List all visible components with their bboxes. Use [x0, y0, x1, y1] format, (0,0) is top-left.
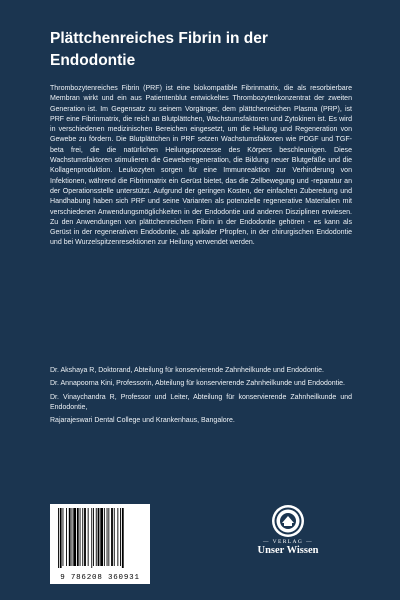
author-entry-4: Rajarajeswari Dental College und Krankenhaus, Bangalore.	[50, 417, 235, 425]
barcode-bar	[73, 508, 76, 566]
barcode-bar	[60, 508, 62, 568]
author-list	[50, 366, 352, 429]
barcode-bar	[91, 508, 92, 568]
barcode-bar	[72, 508, 73, 566]
barcode-bars	[56, 508, 144, 568]
barcode-bar	[114, 508, 115, 566]
abstract-text: Thrombozytenreiches Fibrin (PRF) ist eine biokompatible Fibrinmatrix, die als resorbierbare Membran wirkt und ein aus Patientenblut entwickeltes Thrombozytenkonzentrat der zweiten Generation ist. Im Gegensatz zu seinem Vorgänger, dem plättchenreichen Plasma (PRP), ist PRF eine Fibrinmatrix, die reich an Blutplättchen, Wachstumsfaktoren und Zytokinen ist. Es wird in verschiedenen medizinischen Bereichen eingesetzt, um die Heilung und Regeneration von Gewebe zu fördern. Die Blutplättchen in PRF setzen Wachstumsfaktoren wie PDGF und TGF-beta frei, die die natürlichen Heilungsprozesse des Körpers beschleunigen. Diese Wachstumsfaktoren stimulieren die Geweberegeneration, die Bildung neuer Blutgefäße und die Kollagenproduktion. Leukozyten sorgen für eine Immunreaktion zur Verhinderung von Infektionen, während die Fibrinmatrix ein Gerüst bietet, das die Zellbewegung und -reparatur an der Operationsstelle unterstützt. Aufgrund der geringen Kosten, der einfachen Zubereitung und Handhabung haben sich PRF und seine Varianten als potenzielle regenerative Materialien mit verschiedenen Anwendungsmöglichkeiten in der Endodontie und anderen Disziplinen erwiesen. Zu den Anwendungen von plättchenreichem Fibrin in der Endodontie gehören - es kann als Gerüst in der regenerativen Endodontie, als apikaler Pfropfen, in der chirurgischen Endodontie und bei Wurzelspitzenresektionen zur Heilung verwendet werden.	[50, 85, 352, 247]
barcode-bar	[107, 508, 108, 566]
author-entry-3: Dr. Vinaychandra R, Professor und Leiter, Abteilung für konservierende Zahnheilkunde und Endodontie,	[50, 393, 352, 411]
barcode-bar	[69, 508, 71, 566]
barcode-bar	[117, 508, 118, 566]
barcode-bar	[82, 508, 83, 566]
barcode-bar	[104, 508, 105, 566]
barcode-bar	[96, 508, 97, 566]
title-line-2: Endodontie	[50, 52, 136, 69]
barcode-bar	[84, 508, 86, 566]
barcode-bar	[66, 508, 67, 566]
barcode-bar	[108, 508, 109, 566]
book-title	[50, 28, 360, 72]
isbn-digits: 9 786208 360931	[60, 574, 140, 582]
barcode-bar	[93, 508, 94, 566]
barcode-bar	[88, 508, 89, 566]
barcode-bar	[111, 508, 113, 566]
barcode-bar	[58, 508, 59, 568]
barcode-bar	[77, 508, 79, 566]
barcode-bar	[122, 508, 124, 568]
author-entry-1: Dr. Akshaya R, Doktorand, Abteilung für konservierende Zahnheilkunde und Endodontie.	[50, 367, 324, 374]
isbn-barcode	[50, 504, 150, 584]
author-entry-2: Dr. Annapoorna Kini, Professorin, Abteilung für konservierende Zahnheilkunde und Endodontie.	[50, 380, 345, 388]
barcode-bar	[98, 508, 100, 566]
barcode-bar	[120, 508, 121, 566]
barcode-bar	[100, 508, 103, 566]
barcode-bar	[80, 508, 81, 566]
publisher-name: Unser Wissen	[257, 545, 319, 556]
title-line-1: Plättchenreiches Fibrin in der	[50, 30, 268, 47]
publisher-verlag-label: — VERLAG —	[263, 539, 313, 545]
publisher-logo	[243, 504, 333, 554]
barcode-bar	[63, 508, 64, 566]
publisher-seal-icon	[271, 504, 305, 538]
